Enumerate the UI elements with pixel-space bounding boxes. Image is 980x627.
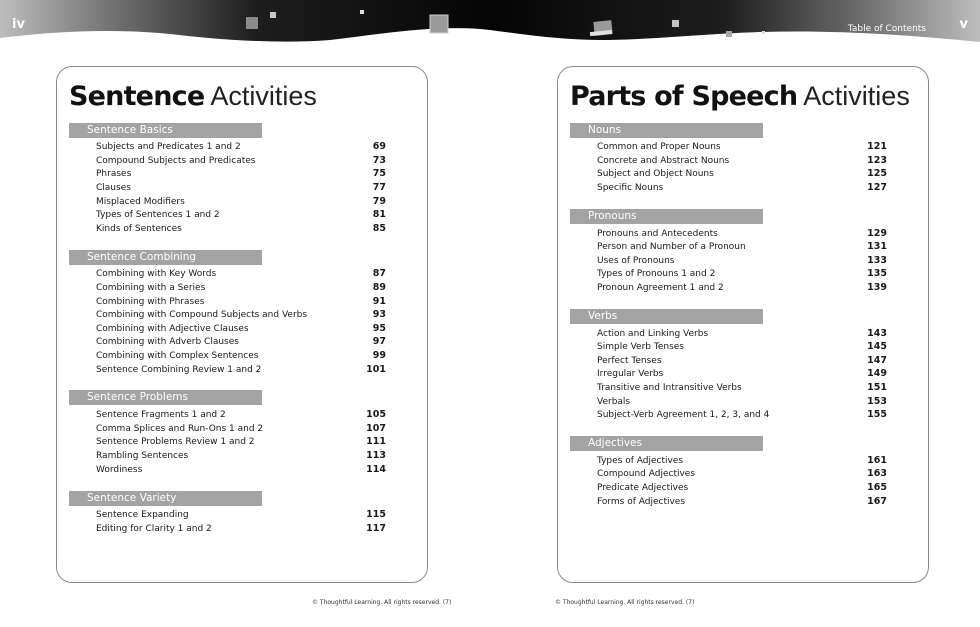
- toc-entry[interactable]: [597, 227, 887, 241]
- section-heading: Pronouns: [570, 209, 763, 224]
- toc-entry-page: 151: [867, 382, 887, 393]
- toc-entry-label: Types of Pronouns 1 and 2: [597, 269, 716, 279]
- toc-entry[interactable]: [597, 340, 887, 354]
- toc-entry-page: 139: [867, 282, 887, 293]
- toc-entry-label: Types of Adjectives: [597, 456, 684, 466]
- toc-entry[interactable]: [96, 435, 386, 449]
- toc-entry-page: 89: [372, 282, 386, 293]
- toc-entry-label: Uses of Pronouns: [597, 256, 675, 266]
- toc-entry[interactable]: [96, 208, 386, 222]
- toc-entry[interactable]: [597, 140, 887, 154]
- toc-entry-page: 117: [366, 523, 386, 534]
- toc-entry[interactable]: [597, 454, 887, 468]
- toc-entry[interactable]: [597, 467, 887, 481]
- toc-entry-page: 155: [867, 409, 887, 420]
- toc-entry-page: 125: [867, 168, 887, 179]
- toc-entry[interactable]: [96, 181, 386, 195]
- toc-entry-label: Compound Adjectives: [597, 469, 696, 479]
- toc-entry[interactable]: [96, 195, 386, 209]
- toc-entry-label: Forms of Adjectives: [597, 497, 686, 507]
- toc-entry-page: 163: [867, 468, 887, 479]
- toc-entry[interactable]: [96, 140, 386, 154]
- toc-entry-label: Specific Nouns: [597, 183, 664, 193]
- toc-entry-label: Subject-Verb Agreement 1, 2, 3, and 4: [597, 410, 770, 420]
- toc-entry-label: Concrete and Abstract Nouns: [597, 156, 730, 166]
- right-page-number: v: [959, 17, 968, 32]
- toc-entry-label: Clauses: [96, 183, 131, 193]
- toc-entry-label: Misplaced Modifiers: [96, 197, 185, 207]
- right-title-light: Activities: [803, 81, 910, 111]
- section-heading: Sentence Combining: [69, 250, 262, 265]
- toc-entry-page: 153: [867, 396, 887, 407]
- toc-entry-page: 115: [366, 509, 386, 520]
- toc-entry-label: Kinds of Sentences: [96, 224, 182, 234]
- toc-entry-page: 75: [372, 168, 386, 179]
- toc-entry-page: 113: [366, 450, 386, 461]
- toc-entry-label: Common and Proper Nouns: [597, 142, 721, 152]
- toc-entry-label: Comma Splices and Run-Ons 1 and 2: [96, 424, 264, 434]
- toc-entry-label: Transitive and Intransitive Verbs: [597, 383, 742, 393]
- toc-entry-label: Types of Sentences 1 and 2: [96, 210, 220, 220]
- left-footer-copyright: © Thoughtful Learning. All rights reserved. (7): [312, 599, 452, 606]
- left-contents-panel: [56, 66, 428, 583]
- toc-entry[interactable]: [597, 167, 887, 181]
- toc-entry-label: Sentence Expanding: [96, 510, 189, 520]
- toc-entry-page: 77: [372, 182, 386, 193]
- toc-entry-page: 161: [867, 455, 887, 466]
- toc-entry-label: Subject and Object Nouns: [597, 169, 714, 179]
- toc-entry[interactable]: [96, 449, 386, 463]
- section-heading: Sentence Basics: [69, 123, 262, 138]
- toc-entry[interactable]: [597, 240, 887, 254]
- toc-entry[interactable]: [96, 267, 386, 281]
- section-heading: Verbs: [570, 309, 763, 324]
- toc-entry-page: 95: [372, 323, 386, 334]
- toc-entry-page: 135: [867, 268, 887, 279]
- toc-entry-label: Combining with a Series: [96, 283, 206, 293]
- toc-entry-label: Combining with Adjective Clauses: [96, 324, 249, 334]
- section-heading: Sentence Variety: [69, 491, 262, 506]
- toc-entry-label: Person and Number of a Pronoun: [597, 242, 746, 252]
- toc-entry[interactable]: [597, 267, 887, 281]
- right-panel-title: [570, 83, 910, 110]
- toc-entry-page: 145: [867, 341, 887, 352]
- toc-entry[interactable]: [96, 281, 386, 295]
- right-contents-panel: [557, 66, 929, 583]
- toc-entry[interactable]: [96, 422, 386, 436]
- toc-entry-label: Subjects and Predicates 1 and 2: [96, 142, 241, 152]
- toc-entry-label: Action and Linking Verbs: [597, 329, 709, 339]
- toc-entry[interactable]: [597, 154, 887, 168]
- toc-entry-label: Combining with Complex Sentences: [96, 351, 259, 361]
- toc-entry[interactable]: [597, 408, 887, 422]
- toc-entry-page: 105: [366, 409, 386, 420]
- toc-entry[interactable]: [96, 167, 386, 181]
- left-title-light: Activities: [210, 81, 317, 111]
- toc-entry-label: Compound Subjects and Predicates: [96, 156, 256, 166]
- toc-entry[interactable]: [96, 349, 386, 363]
- toc-entry-label: Phrases: [96, 169, 132, 179]
- toc-entry[interactable]: [96, 295, 386, 309]
- toc-entry-page: 111: [366, 436, 386, 447]
- toc-entry-label: Sentence Combining Review 1 and 2: [96, 365, 262, 375]
- left-panel-title: [69, 83, 317, 110]
- toc-entry-page: 91: [372, 296, 386, 307]
- left-page-number: iv: [12, 17, 25, 32]
- toc-entry[interactable]: [597, 281, 887, 295]
- toc-entry-page: 101: [366, 364, 386, 375]
- header-section-title: Table of Contents: [847, 24, 926, 34]
- toc-entry-page: 147: [867, 355, 887, 366]
- toc-entry[interactable]: [96, 363, 386, 377]
- toc-entry-label: Pronouns and Antecedents: [597, 229, 718, 239]
- section-heading: Sentence Problems: [69, 390, 262, 405]
- toc-entry-label: Irregular Verbs: [597, 369, 664, 379]
- left-title-bold: Sentence: [69, 81, 205, 112]
- toc-entry[interactable]: [96, 222, 386, 236]
- toc-entry-page: 129: [867, 228, 887, 239]
- toc-entry[interactable]: [597, 395, 887, 409]
- toc-entry-page: 93: [372, 309, 386, 320]
- toc-entry-page: 69: [372, 141, 386, 152]
- toc-entry-page: 99: [372, 350, 386, 361]
- toc-entry-label: Pronoun Agreement 1 and 2: [597, 283, 724, 293]
- toc-entry[interactable]: [597, 354, 887, 368]
- toc-entry-page: 121: [867, 141, 887, 152]
- toc-entry-page: 165: [867, 482, 887, 493]
- toc-entry-label: Rambling Sentences: [96, 451, 189, 461]
- section-heading: Nouns: [570, 123, 763, 138]
- toc-entry-label: Sentence Fragments 1 and 2: [96, 410, 226, 420]
- toc-entry-page: 143: [867, 328, 887, 339]
- toc-entry-page: 85: [372, 223, 386, 234]
- toc-entry-page: 87: [372, 268, 386, 279]
- toc-entry[interactable]: [96, 308, 386, 322]
- toc-entry-page: 133: [867, 255, 887, 266]
- toc-entry[interactable]: [597, 381, 887, 395]
- header-band: [0, 0, 980, 44]
- toc-entry[interactable]: [96, 522, 386, 536]
- toc-entry-label: Simple Verb Tenses: [597, 342, 684, 352]
- header-wave-graphic: [0, 0, 980, 44]
- toc-entry-label: Perfect Tenses: [597, 356, 662, 366]
- toc-entry-page: 114: [366, 464, 386, 475]
- toc-entry-label: Combining with Phrases: [96, 297, 205, 307]
- toc-entry[interactable]: [597, 327, 887, 341]
- toc-entry[interactable]: [597, 495, 887, 509]
- toc-entry[interactable]: [597, 367, 887, 381]
- right-footer-copyright: © Thoughtful Learning. All rights reserved. (7): [555, 599, 695, 606]
- toc-entry-label: Combining with Key Words: [96, 269, 217, 279]
- toc-entry-label: Wordiness: [96, 465, 143, 475]
- toc-entry-page: 149: [867, 368, 887, 379]
- toc-entry[interactable]: [96, 408, 386, 422]
- toc-entry-label: Combining with Compound Subjects and Verbs: [96, 310, 308, 320]
- toc-entry[interactable]: [96, 335, 386, 349]
- toc-entry-label: Sentence Problems Review 1 and 2: [96, 437, 255, 447]
- toc-entry[interactable]: [597, 254, 887, 268]
- toc-entry[interactable]: [597, 481, 887, 495]
- toc-entry-page: 79: [372, 196, 386, 207]
- right-title-bold: Parts of Speech: [570, 81, 798, 112]
- toc-entry-page: 97: [372, 336, 386, 347]
- toc-entry-page: 131: [867, 241, 887, 252]
- toc-entry-page: 167: [867, 496, 887, 507]
- toc-entry-page: 107: [366, 423, 386, 434]
- toc-entry-label: Verbals: [597, 397, 631, 407]
- toc-entry-page: 81: [372, 209, 386, 220]
- toc-entry-page: 123: [867, 155, 887, 166]
- toc-entry[interactable]: [96, 463, 386, 477]
- toc-entry[interactable]: [597, 181, 887, 195]
- toc-entry[interactable]: [96, 508, 386, 522]
- section-heading: Adjectives: [570, 436, 763, 451]
- toc-entry-label: Editing for Clarity 1 and 2: [96, 524, 212, 534]
- toc-entry-page: 73: [372, 155, 386, 166]
- toc-entry[interactable]: [96, 322, 386, 336]
- toc-entry-label: Combining with Adverb Clauses: [96, 337, 239, 347]
- toc-entry-page: 127: [867, 182, 887, 193]
- toc-entry[interactable]: [96, 154, 386, 168]
- toc-entry-label: Predicate Adjectives: [597, 483, 689, 493]
